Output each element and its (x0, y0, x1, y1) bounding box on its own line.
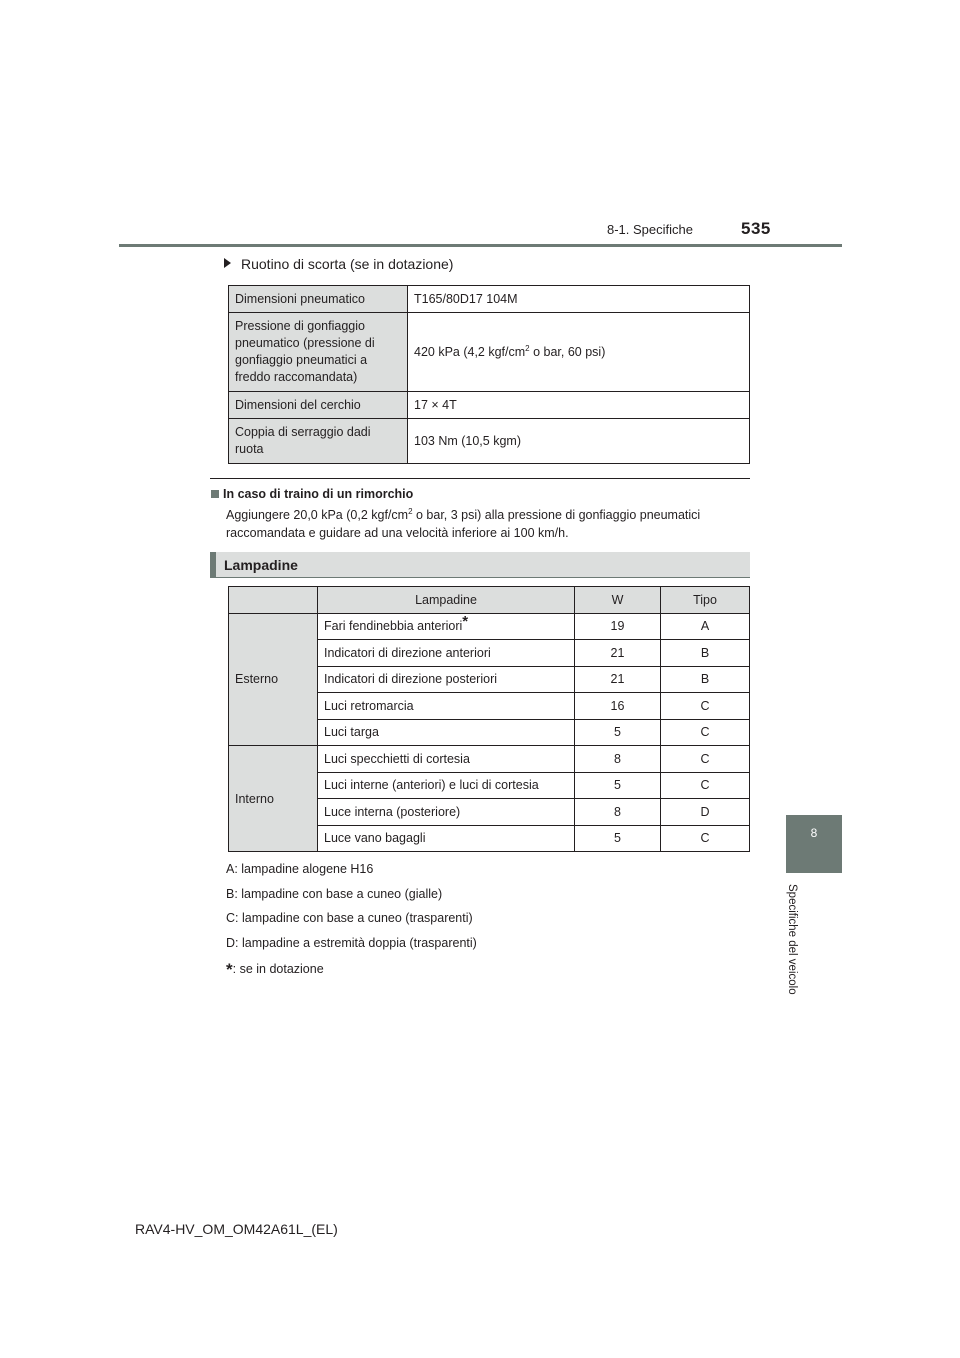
bulb-watt: 5 (575, 772, 661, 799)
divider (210, 478, 750, 479)
spec-value: T165/80D17 104M (408, 286, 750, 313)
column-header: W (575, 587, 661, 614)
bulb-type: C (661, 719, 750, 746)
table-row (229, 746, 750, 773)
header-rule (119, 244, 842, 247)
spec-value (408, 313, 750, 392)
footnote-star: * (462, 613, 469, 631)
bulb-watt: 21 (575, 640, 661, 667)
towing-text (226, 506, 750, 542)
bulb-watt: 5 (575, 825, 661, 852)
bulb-type: C (661, 746, 750, 773)
spare-spec-table (228, 285, 750, 464)
chapter-tab (786, 815, 842, 873)
bulb-type: B (661, 640, 750, 667)
column-header: Lampadine (318, 587, 575, 614)
bulb-type: B (661, 666, 750, 693)
bulb-name (318, 613, 575, 640)
bulb-type: C (661, 693, 750, 720)
bulb-type: C (661, 825, 750, 852)
bulb-name: Luci targa (318, 719, 575, 746)
chapter-label (786, 884, 806, 1008)
towing-title (211, 487, 413, 501)
section-title: 8-1. Specifiche (607, 222, 693, 237)
legend-item: A: lampadine alogene H16 (226, 862, 374, 876)
table-row (229, 392, 750, 419)
bulb-watt: 19 (575, 613, 661, 640)
towing-text-part: Aggiungere 20,0 kPa (0,2 kgf/cm (226, 508, 409, 522)
chapter-number: 8 (810, 826, 818, 840)
section-title-lampadine: Lampadine (224, 557, 298, 573)
footnote-star: * (226, 960, 233, 979)
bulb-name-text: Fari fendinebbia anteriori (324, 619, 463, 634)
superscript: 2 (408, 507, 413, 516)
spec-value-part: o bar, 60 psi) (529, 345, 606, 359)
bulb-watt: 8 (575, 799, 661, 826)
group-label: Interno (229, 746, 318, 852)
table-row (229, 313, 750, 392)
legend-item: C: lampadine con base a cuneo (trasparenti) (226, 911, 473, 925)
spec-label: Pressione di gonfiaggio pneumatico (pressione di gonfiaggio pneumatici a freddo raccomandata) (229, 313, 408, 392)
bulb-name: Luci interne (anteriori) e luci di cortesia (318, 772, 575, 799)
spare-heading-text: Ruotino di scorta (se in dotazione) (241, 256, 454, 272)
legend-item: D: lampadine a estremità doppia (trasparenti) (226, 935, 477, 950)
spec-value: 17 × 4T (408, 392, 750, 419)
table-row (229, 613, 750, 640)
spec-label: Dimensioni del cerchio (229, 392, 408, 419)
group-label: Esterno (229, 613, 318, 746)
footnote (226, 960, 477, 985)
bulb-watt: 8 (575, 746, 661, 773)
bulb-legend (226, 862, 477, 985)
page-number: 535 (741, 219, 771, 238)
chapter-label-text: Specifiche del veicolo (786, 884, 798, 995)
spec-value-part: 420 kPa (4,2 kgf/cm (414, 345, 526, 359)
spec-label: Coppia di serraggio dadi ruota (229, 419, 408, 464)
bulb-watt: 16 (575, 693, 661, 720)
column-header: Tipo (661, 587, 750, 614)
header-empty-cell (229, 587, 318, 614)
bulb-name: Luce vano bagagli (318, 825, 575, 852)
triangle-bullet-icon (224, 258, 231, 268)
bulb-name: Luci specchietti di cortesia (318, 746, 575, 773)
bulb-table (228, 586, 750, 852)
square-bullet-icon (211, 490, 219, 498)
table-header-row (229, 587, 750, 614)
table-row (229, 286, 750, 313)
bulb-name: Indicatori di direzione posteriori (318, 666, 575, 693)
bulb-watt: 5 (575, 719, 661, 746)
table-row (229, 419, 750, 464)
bulb-type: C (661, 772, 750, 799)
bulb-type: D (661, 799, 750, 826)
spec-label: Dimensioni pneumatico (229, 286, 408, 313)
bulb-type: A (661, 613, 750, 640)
towing-title-text: In caso di traino di un rimorchio (223, 487, 414, 501)
towing-text-part: o bar, 3 psi) alla pressione di gonfiaggio pneumatici raccomandata e guidare ad una velocità inferiore ai 100 km/h. (226, 508, 701, 540)
bulb-name: Luce interna (posteriore) (318, 799, 575, 826)
spare-heading (224, 256, 453, 272)
bulb-name: Indicatori di direzione anteriori (318, 640, 575, 667)
doc-code: RAV4-HV_OM_OM42A61L_(EL) (135, 1221, 338, 1237)
spec-value: 103 Nm (10,5 kgm) (408, 419, 750, 464)
bulb-name: Luci retromarcia (318, 693, 575, 720)
superscript: 2 (525, 344, 530, 353)
bulb-watt: 21 (575, 666, 661, 693)
section-band-marker (210, 552, 216, 578)
footnote-text: : se in dotazione (232, 962, 324, 976)
legend-item: B: lampadine con base a cuneo (gialle) (226, 886, 443, 901)
